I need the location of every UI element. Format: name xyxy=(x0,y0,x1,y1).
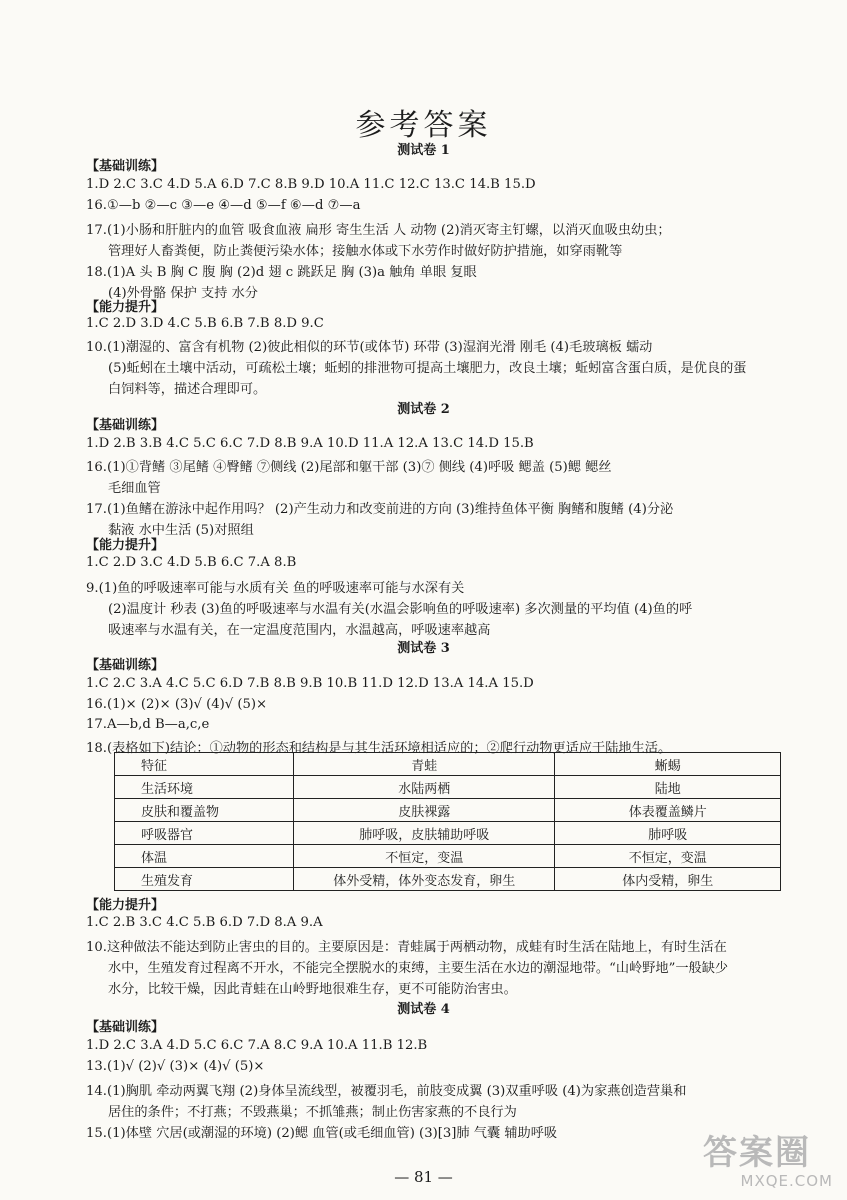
answer-line: 18.(1)A 头 B 胸 C 腹 胸 (2)d 翅 c 跳跃足 胸 (3)a 触角 单眼 复眼 xyxy=(86,265,477,280)
answer-line: 吸速率与水温有关，在一定温度范围内，水温越高，呼吸速率越高 xyxy=(108,623,491,638)
table-cell: 生活环境 xyxy=(115,776,294,799)
answer-line: (5)蚯蚓在土壤中活动，可疏松土壤；蚯蚓的排泄物可提高土壤肥力，改良土壤；蚯蚓富含蛋白质，是优良的蛋 xyxy=(108,361,747,376)
page-number: — 81 — xyxy=(394,1168,453,1186)
page-title: 参考答案 xyxy=(355,108,492,143)
table-cell: 肺呼吸，皮肤辅助呼吸 xyxy=(293,822,555,845)
table-row xyxy=(115,845,781,868)
answer-line: 16.①—b ②—c ③—e ④—d ⑤—f ⑥—d ⑦—a xyxy=(86,198,361,213)
answer-line: 1.D 2.C 3.C 4.D 5.A 6.D 7.C 8.B 9.D 10.A 11.C 12.C 13.C 14.B 15.D xyxy=(86,177,536,192)
section-label-basic-1: 【基础训练】 xyxy=(86,159,165,174)
answer-line: 居住的条件；不打燕；不毁燕巢；不抓雏燕；制止伤害家燕的不良行为 xyxy=(108,1105,517,1120)
test-title-3: 测试卷 3 xyxy=(397,641,450,656)
answer-line: 水分，比较干燥，因此青蛙在山岭野地很难生存，更不可能防治害虫。 xyxy=(108,982,517,997)
table-cell: 体温 xyxy=(115,845,294,868)
answer-line: 18.(表格如下)结论：①动物的形态和结构是与其生活环境相适应的；②爬行动物更适应于陆地生活。 xyxy=(86,741,672,756)
table-row xyxy=(115,868,781,891)
table-cell: 水陆两栖 xyxy=(293,776,555,799)
table-cell: 体内受精，卵生 xyxy=(555,868,781,891)
answer-line: 16.(1)× (2)× (3)√ (4)√ (5)× xyxy=(86,697,268,712)
table-header-cell: 蜥蜴 xyxy=(555,753,781,776)
answer-line: 9.(1)鱼的呼吸速率可能与水质有关 鱼的呼吸速率可能与水深有关 xyxy=(86,581,465,596)
table-row xyxy=(115,799,781,822)
watermark-text: 答案圈 xyxy=(703,1133,811,1173)
table-cell: 不恒定，变温 xyxy=(555,845,781,868)
answer-line: 14.(1)胸肌 牵动两翼飞翔 (2)身体呈流线型，被覆羽毛，前肢变成翼 (3)双重呼吸 (4)为家燕创造营巢和 xyxy=(86,1084,687,1099)
answer-line: 1.D 2.B 3.B 4.C 5.C 6.C 7.D 8.B 9.A 10.D 11.A 12.A 13.C 14.D 15.B xyxy=(86,436,534,451)
test-title-2: 测试卷 2 xyxy=(397,402,450,417)
answer-line: 管理好人畜粪便，防止粪便污染水体；接触水体或下水劳作时做好防护措施，如穿雨靴等 xyxy=(108,244,623,259)
answer-line: 1.C 2.D 3.C 4.D 5.B 6.C 7.A 8.B xyxy=(86,555,297,570)
table-cell: 陆地 xyxy=(555,776,781,799)
table-header-row xyxy=(115,753,781,776)
answer-line: 黏液 水中生活 (5)对照组 xyxy=(108,523,254,538)
comparison-table xyxy=(114,752,781,891)
answer-line: 17.(1)小肠和肝脏内的血管 吸食血液 扁形 寄生生活 人 动物 (2)消灭寄主钉螺，以消灭血吸虫幼虫； xyxy=(86,223,671,238)
answer-line: 1.C 2.D 3.D 4.C 5.B 6.B 7.B 8.D 9.C xyxy=(86,316,324,331)
table-cell: 不恒定，变温 xyxy=(293,845,555,868)
table-cell: 生殖发育 xyxy=(115,868,294,891)
answer-line: 13.(1)√ (2)√ (3)× (4)√ (5)× xyxy=(86,1059,265,1074)
answer-line: 白饲料等，描述合理即可。 xyxy=(108,382,267,397)
section-label-ability-1: 【能力提升】 xyxy=(86,300,165,315)
table-header-cell: 特征 xyxy=(115,753,294,776)
answer-line: (4)外骨骼 保护 支持 水分 xyxy=(108,286,258,301)
table-cell: 肺呼吸 xyxy=(555,822,781,845)
answer-line: 17.(1)鱼鳍在游泳中起作用吗？ (2)产生动力和改变前进的方向 (3)维持鱼体平衡 胸鳍和腹鳍 (4)分泌 xyxy=(86,502,674,517)
table-row xyxy=(115,822,781,845)
answer-line: 水中，生殖发育过程离不开水，不能完全摆脱水的束缚，主要生活在水边的潮湿地带。“山岭野地”一般缺少 xyxy=(108,961,729,976)
answer-line: 1.C 2.B 3.C 4.C 5.B 6.D 7.D 8.A 9.A xyxy=(86,915,323,930)
test-title-4: 测试卷 4 xyxy=(397,1002,450,1017)
watermark-url: MXQE.COM xyxy=(740,1172,833,1190)
table-cell: 体外受精，体外变态发育，卵生 xyxy=(293,868,555,891)
table-cell: 呼吸器官 xyxy=(115,822,294,845)
answer-line: 1.D 2.C 3.A 4.D 5.C 6.C 7.A 8.C 9.A 10.A 11.B 12.B xyxy=(86,1038,428,1053)
answer-line: 10.这种做法不能达到防止害虫的目的。主要原因是：青蛙属于两栖动物，成蛙有时生活在陆地上，有时生活在 xyxy=(86,940,727,955)
answer-line: (2)温度计 秒表 (3)鱼的呼吸速率与水温有关(水温会影响鱼的呼吸速率) 多次测量的平均值 (4)鱼的呼 xyxy=(108,602,693,617)
table-cell: 皮肤裸露 xyxy=(293,799,555,822)
table-row xyxy=(115,776,781,799)
answer-line: 17.A—b,d B—a,c,e xyxy=(86,717,210,732)
answer-line: 16.(1)①背鳍 ③尾鳍 ④臀鳍 ⑦侧线 (2)尾部和躯干部 (3)⑦ 侧线 (4)呼吸 鳃盖 (5)鳃 鳃丝 xyxy=(86,460,612,475)
section-label-ability-2: 【能力提升】 xyxy=(86,538,165,553)
table-cell: 体表覆盖鳞片 xyxy=(555,799,781,822)
section-label-basic-2: 【基础训练】 xyxy=(86,418,165,433)
answer-line: 毛细血管 xyxy=(108,481,161,496)
section-label-ability-3: 【能力提升】 xyxy=(86,898,165,913)
answer-line: 15.(1)体壁 穴居(或潮湿的环境) (2)鳃 血管(或毛细血管) (3)[3]肺 气囊 辅助呼吸 xyxy=(86,1126,558,1141)
table-header-cell: 青蛙 xyxy=(293,753,555,776)
table-cell: 皮肤和覆盖物 xyxy=(115,799,294,822)
test-title-1: 测试卷 1 xyxy=(397,143,450,158)
answer-line: 1.C 2.C 3.A 4.C 5.C 6.D 7.B 8.B 9.B 10.B 11.D 12.D 13.A 14.A 15.D xyxy=(86,676,534,691)
section-label-basic-4: 【基础训练】 xyxy=(86,1020,165,1035)
section-label-basic-3: 【基础训练】 xyxy=(86,658,165,673)
answer-line: 10.(1)潮湿的、富含有机物 (2)彼此相似的环节(或体节) 环带 (3)湿润光滑 刚毛 (4)毛玻璃板 蠕动 xyxy=(86,340,653,355)
watermark-logo xyxy=(703,1134,833,1192)
